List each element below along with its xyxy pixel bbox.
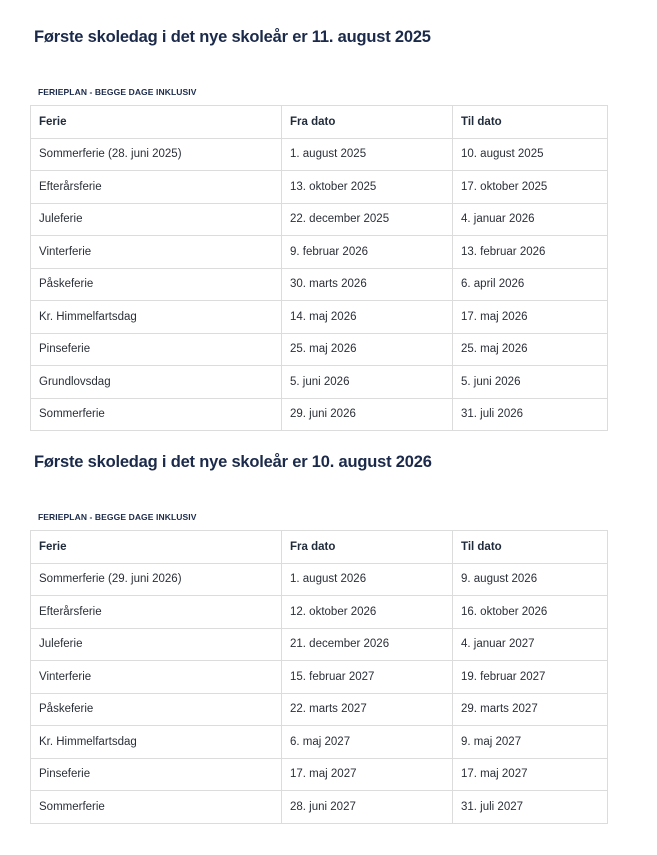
table-row: [31, 301, 608, 334]
to-date-cell: 17. maj 2027: [453, 758, 608, 791]
to-date-cell: 16. oktober 2026: [453, 596, 608, 629]
holiday-table: [30, 530, 608, 824]
to-date-cell: 29. marts 2027: [453, 693, 608, 726]
holiday-table: [30, 105, 608, 431]
holiday-name-cell: Juleferie: [31, 203, 282, 236]
table-row: [31, 628, 608, 661]
table-row: [31, 398, 608, 431]
holiday-name-cell: Pinseferie: [31, 333, 282, 366]
holiday-name-cell: Grundlovsdag: [31, 366, 282, 399]
table-header-row: [31, 106, 608, 139]
holiday-name-cell: Pinseferie: [31, 758, 282, 791]
from-date-cell: 13. oktober 2025: [282, 171, 453, 204]
to-date-cell: 6. april 2026: [453, 268, 608, 301]
from-date-cell: 22. marts 2027: [282, 693, 453, 726]
section-heading: Første skoledag i det nye skoleår er 10. august 2026: [34, 453, 432, 471]
from-date-cell: 6. maj 2027: [282, 726, 453, 759]
from-date-cell: 12. oktober 2026: [282, 596, 453, 629]
holiday-name-cell: Efterårsferie: [31, 171, 282, 204]
table-row: [31, 758, 608, 791]
table-header-row: [31, 531, 608, 564]
to-date-cell: 9. maj 2027: [453, 726, 608, 759]
from-date-cell: 15. februar 2027: [282, 661, 453, 694]
column-header-til-dato: Til dato: [453, 531, 608, 564]
holiday-name-cell: Juleferie: [31, 628, 282, 661]
to-date-cell: 4. januar 2026: [453, 203, 608, 236]
holiday-name-cell: Sommerferie (29. juni 2026): [31, 563, 282, 596]
to-date-cell: 10. august 2025: [453, 138, 608, 171]
from-date-cell: 1. august 2026: [282, 563, 453, 596]
holiday-name-cell: Efterårsferie: [31, 596, 282, 629]
table-row: [31, 236, 608, 269]
column-header-ferie: Ferie: [31, 106, 282, 139]
table-row: [31, 596, 608, 629]
column-header-fra-dato: Fra dato: [282, 106, 453, 139]
table-row: [31, 203, 608, 236]
holiday-name-cell: Vinterferie: [31, 661, 282, 694]
to-date-cell: 17. oktober 2025: [453, 171, 608, 204]
from-date-cell: 9. februar 2026: [282, 236, 453, 269]
holiday-name-cell: Sommerferie: [31, 398, 282, 431]
from-date-cell: 21. december 2026: [282, 628, 453, 661]
table-row: [31, 366, 608, 399]
holiday-name-cell: Påskeferie: [31, 693, 282, 726]
holiday-name-cell: Sommerferie: [31, 791, 282, 824]
from-date-cell: 14. maj 2026: [282, 301, 453, 334]
holiday-name-cell: Kr. Himmelfartsdag: [31, 726, 282, 759]
to-date-cell: 17. maj 2026: [453, 301, 608, 334]
holiday-name-cell: Sommerferie (28. juni 2025): [31, 138, 282, 171]
from-date-cell: 22. december 2025: [282, 203, 453, 236]
table-row: [31, 791, 608, 824]
table-row: [31, 693, 608, 726]
holiday-name-cell: Vinterferie: [31, 236, 282, 269]
table-row: [31, 138, 608, 171]
to-date-cell: 4. januar 2027: [453, 628, 608, 661]
to-date-cell: 13. februar 2026: [453, 236, 608, 269]
to-date-cell: 5. juni 2026: [453, 366, 608, 399]
column-header-til-dato: Til dato: [453, 106, 608, 139]
from-date-cell: 5. juni 2026: [282, 366, 453, 399]
table-row: [31, 563, 608, 596]
holiday-name-cell: Påskeferie: [31, 268, 282, 301]
from-date-cell: 30. marts 2026: [282, 268, 453, 301]
table-row: [31, 171, 608, 204]
from-date-cell: 25. maj 2026: [282, 333, 453, 366]
to-date-cell: 19. februar 2027: [453, 661, 608, 694]
column-header-fra-dato: Fra dato: [282, 531, 453, 564]
to-date-cell: 25. maj 2026: [453, 333, 608, 366]
to-date-cell: 31. juli 2026: [453, 398, 608, 431]
table-row: [31, 726, 608, 759]
table-row: [31, 268, 608, 301]
from-date-cell: 1. august 2025: [282, 138, 453, 171]
column-header-ferie: Ferie: [31, 531, 282, 564]
from-date-cell: 29. juni 2026: [282, 398, 453, 431]
from-date-cell: 17. maj 2027: [282, 758, 453, 791]
from-date-cell: 28. juni 2027: [282, 791, 453, 824]
table-caption: FERIEPLAN - BEGGE DAGE INKLUSIV: [38, 512, 197, 522]
table-caption: FERIEPLAN - BEGGE DAGE INKLUSIV: [38, 87, 197, 97]
table-row: [31, 661, 608, 694]
to-date-cell: 31. juli 2027: [453, 791, 608, 824]
section-heading: Første skoledag i det nye skoleår er 11. august 2025: [34, 28, 431, 46]
to-date-cell: 9. august 2026: [453, 563, 608, 596]
holiday-name-cell: Kr. Himmelfartsdag: [31, 301, 282, 334]
table-row: [31, 333, 608, 366]
